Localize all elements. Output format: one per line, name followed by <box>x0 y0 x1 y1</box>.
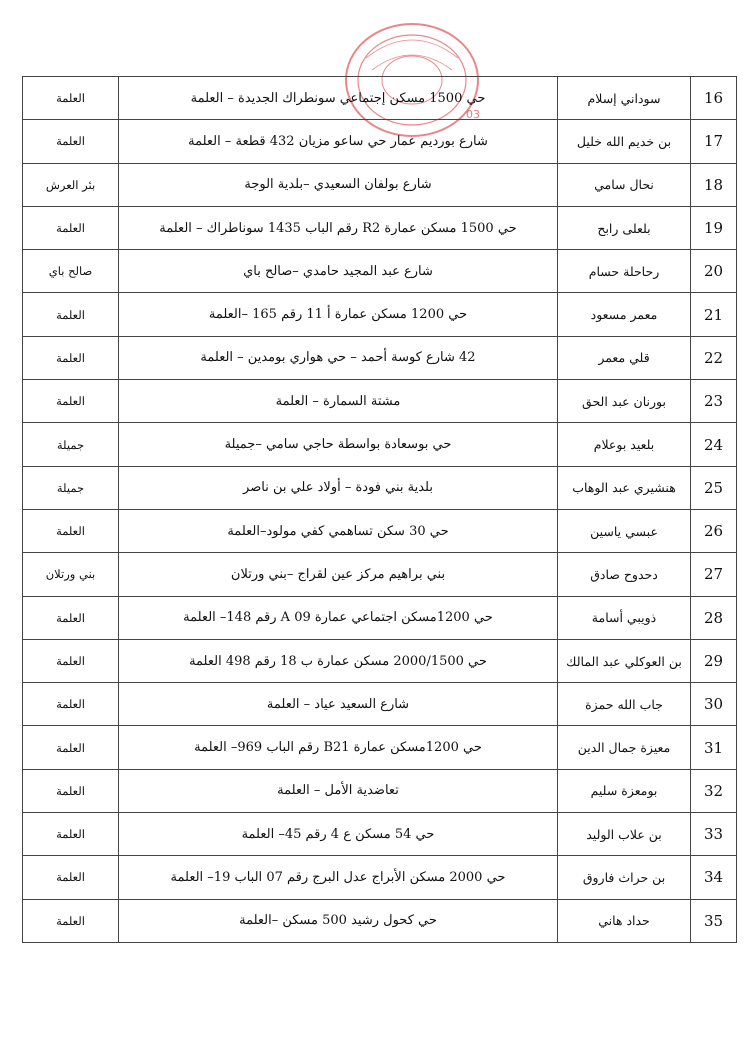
person-name-cell: حداد هاني <box>558 899 691 942</box>
address-cell: حي 54 مسكن ع 4 رقم 45– العلمة <box>119 813 558 856</box>
address-cell: بلدية بني فودة – أولاد علي بن ناصر <box>119 466 558 509</box>
address-cell: حي 1500 مسكن إجتماعي سونطراك الجديدة – العلمة <box>119 77 558 120</box>
table-row <box>23 77 737 120</box>
address-cell: شارع بولفان السعيدي –بلدية الوجة <box>119 163 558 206</box>
person-name-cell: ذويبي أسامة <box>558 596 691 639</box>
address-cell: شارع بورديم عمار حي ساعو مزيان 432 قطعة – العلمة <box>119 120 558 163</box>
row-number-cell: 34 <box>691 856 737 899</box>
city-cell: بئر العرش <box>23 163 119 206</box>
address-cell: شارع السعيد عياد – العلمة <box>119 683 558 726</box>
table-row <box>23 596 737 639</box>
row-number-cell: 22 <box>691 336 737 379</box>
city-cell: العلمة <box>23 293 119 336</box>
city-cell: العلمة <box>23 596 119 639</box>
table-row <box>23 120 737 163</box>
table-row <box>23 813 737 856</box>
row-number-cell: 31 <box>691 726 737 769</box>
table-row <box>23 163 737 206</box>
address-cell: بني براهيم مركز عين لقراج –بني ورتلان <box>119 553 558 596</box>
address-cell: حي 1200 مسكن عمارة أ 11 رقم 165 –العلمة <box>119 293 558 336</box>
person-name-cell: سوداني إسلام <box>558 77 691 120</box>
person-name-cell: بلعلى رابح <box>558 206 691 249</box>
city-cell: العلمة <box>23 509 119 552</box>
table-row <box>23 423 737 466</box>
city-cell: صالح باي <box>23 250 119 293</box>
row-number-cell: 18 <box>691 163 737 206</box>
city-cell: العلمة <box>23 77 119 120</box>
person-name-cell: بورنان عبد الحق <box>558 380 691 423</box>
address-cell: 42 شارع كوسة أحمد – حي هواري بومدين – العلمة <box>119 336 558 379</box>
address-cell: تعاضدية الأمل – العلمة <box>119 769 558 812</box>
city-cell: العلمة <box>23 813 119 856</box>
person-name-cell: بومعزة سليم <box>558 769 691 812</box>
person-name-cell: نحال سامي <box>558 163 691 206</box>
row-number-cell: 17 <box>691 120 737 163</box>
city-cell: العلمة <box>23 856 119 899</box>
table-row <box>23 769 737 812</box>
city-cell: العلمة <box>23 769 119 812</box>
city-cell: جميلة <box>23 466 119 509</box>
address-cell: حي 1200مسكن عمارة B21 رقم الباب 969– العلمة <box>119 726 558 769</box>
city-cell: العلمة <box>23 336 119 379</box>
person-name-cell: بن خديم الله خليل <box>558 120 691 163</box>
address-cell: حي 2000/1500 مسكن عمارة ب 18 رقم 498 العلمة <box>119 639 558 682</box>
row-number-cell: 26 <box>691 509 737 552</box>
address-cell: مشتة السمارة – العلمة <box>119 380 558 423</box>
city-cell: العلمة <box>23 899 119 942</box>
table-row <box>23 206 737 249</box>
person-name-cell: عبسي ياسين <box>558 509 691 552</box>
row-number-cell: 23 <box>691 380 737 423</box>
city-cell: العلمة <box>23 639 119 682</box>
row-number-cell: 29 <box>691 639 737 682</box>
row-number-cell: 27 <box>691 553 737 596</box>
roster-rows <box>23 77 737 943</box>
stamp-label: 03 <box>466 108 480 121</box>
person-name-cell: رحاحلة حسام <box>558 250 691 293</box>
row-number-cell: 30 <box>691 683 737 726</box>
row-number-cell: 33 <box>691 813 737 856</box>
table-row <box>23 293 737 336</box>
row-number-cell: 35 <box>691 899 737 942</box>
row-number-cell: 28 <box>691 596 737 639</box>
person-name-cell: قلي معمر <box>558 336 691 379</box>
address-cell: حي 2000 مسكن الأبراج عدل البرج رقم 07 الباب 19– العلمة <box>119 856 558 899</box>
table-row <box>23 336 737 379</box>
city-cell: العلمة <box>23 683 119 726</box>
person-name-cell: جاب الله حمزة <box>558 683 691 726</box>
city-cell: العلمة <box>23 726 119 769</box>
address-cell: حي 1500 مسكن عمارة R2 رقم الباب 1435 سوناطراك – العلمة <box>119 206 558 249</box>
person-name-cell: بن العوكلي عبد المالك <box>558 639 691 682</box>
city-cell: العلمة <box>23 120 119 163</box>
row-number-cell: 24 <box>691 423 737 466</box>
address-cell: شارع عبد المجيد حامدي –صالح باي <box>119 250 558 293</box>
city-cell: بني ورتلان <box>23 553 119 596</box>
table-row <box>23 509 737 552</box>
person-name-cell: معيزة جمال الدين <box>558 726 691 769</box>
person-name-cell: هنشيري عبد الوهاب <box>558 466 691 509</box>
table-row <box>23 250 737 293</box>
row-number-cell: 21 <box>691 293 737 336</box>
address-cell: حي 30 سكن تساهمي كفي مولود–العلمة <box>119 509 558 552</box>
roster-table <box>22 76 737 943</box>
address-cell: حي 1200مسكن اجتماعي عمارة 09 A رقم 148– العلمة <box>119 596 558 639</box>
person-name-cell: بن حراث فاروق <box>558 856 691 899</box>
person-name-cell: بن علاب الوليد <box>558 813 691 856</box>
table-row <box>23 726 737 769</box>
table-row <box>23 683 737 726</box>
table-row <box>23 856 737 899</box>
table-row <box>23 466 737 509</box>
table-row <box>23 639 737 682</box>
person-name-cell: بلعيد بوعلام <box>558 423 691 466</box>
table-row <box>23 553 737 596</box>
address-cell: حي كحول رشيد 500 مسكن –العلمة <box>119 899 558 942</box>
row-number-cell: 32 <box>691 769 737 812</box>
city-cell: العلمة <box>23 206 119 249</box>
table-row <box>23 899 737 942</box>
city-cell: جميلة <box>23 423 119 466</box>
row-number-cell: 16 <box>691 77 737 120</box>
address-cell: حي بوسعادة بواسطة حاجي سامي –جميلة <box>119 423 558 466</box>
row-number-cell: 19 <box>691 206 737 249</box>
row-number-cell: 25 <box>691 466 737 509</box>
city-cell: العلمة <box>23 380 119 423</box>
person-name-cell: دحدوح صادق <box>558 553 691 596</box>
table-row <box>23 380 737 423</box>
person-name-cell: معمر مسعود <box>558 293 691 336</box>
row-number-cell: 20 <box>691 250 737 293</box>
